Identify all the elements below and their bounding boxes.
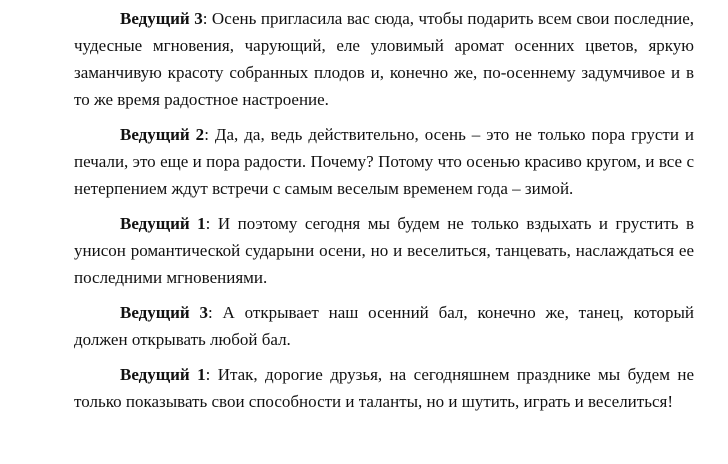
paragraph-5: [74, 361, 694, 415]
speaker-label: Ведущий 3: [120, 9, 203, 28]
speaker-label: Ведущий 2: [120, 125, 205, 144]
paragraph-text: : Итак, дорогие друзья, на сегодняшнем празднике мы будем не только показывать свои способности и таланты, но и шутить, играть и веселиться!: [74, 365, 695, 411]
speaker-label: Ведущий 3: [120, 303, 209, 322]
paragraph-1: [74, 5, 694, 113]
paragraph-text: : И поэтому сегодня мы будем не только вздыхать и грустить в унисон романтической сударыни осени, но и веселиться, танцевать, наслаждаться ее последними мгновениями.: [74, 214, 694, 287]
speaker-label: Ведущий 1: [120, 365, 206, 384]
paragraph-text: : А открывает наш осенний бал, конечно же, танец, который должен открывать любой бал.: [74, 303, 694, 349]
paragraph-4: [74, 299, 694, 353]
paragraph-3: [74, 210, 694, 291]
paragraph-text: : Да, да, ведь действительно, осень – это не только пора грусти и печали, это еще и пора радости. Почему? Потому что осенью красиво кругом, и все с нетерпением ждут встречи с самым веселым временем года – зимой.: [74, 125, 694, 198]
speaker-label: Ведущий 1: [120, 214, 206, 233]
document-page: [74, 5, 694, 423]
paragraph-text: : Осень пригласила вас сюда, чтобы подарить всем свои последние, чудесные мгновения, чарующий, еле уловимый аромат осенних цветов, яркую заманчивую красоту собранных плодов и, конечно же, по-осеннему задумчивое и в то же время радостное настроение.: [74, 9, 694, 109]
paragraph-2: [74, 121, 694, 202]
